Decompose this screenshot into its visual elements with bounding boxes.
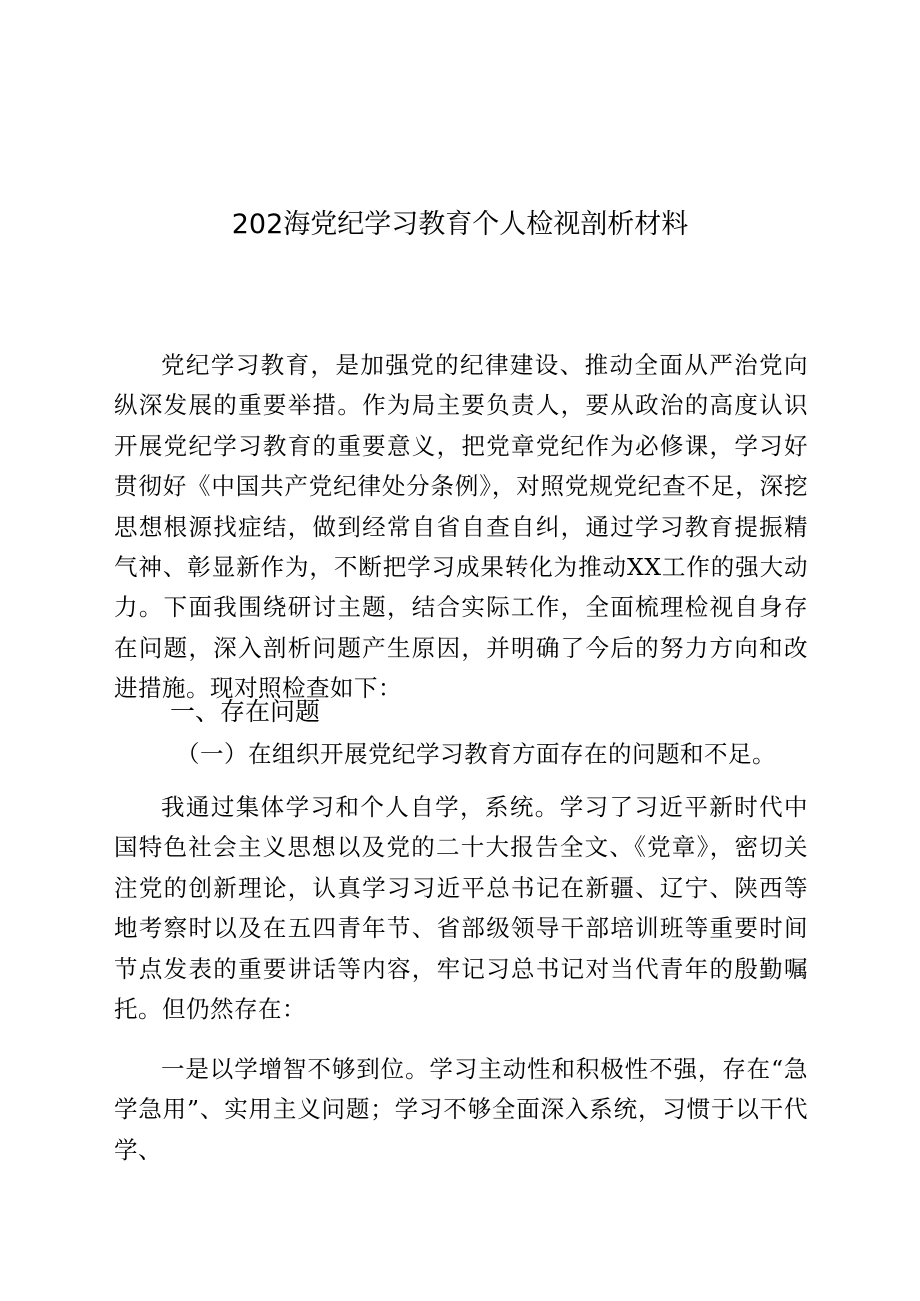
- subsection-heading: （一）在组织开展党纪学习教育方面存在的问题和不足。: [176, 740, 776, 768]
- document-title: 202海党纪学习教育个人检视剖析材料: [231, 209, 689, 240]
- body-paragraph-2: 我通过集体学习和个人自学，系统。学习了习近平新时代中国特色社会主义思想以及党的二十大报告全文、《党章》，密切关注党的创新理论，认真学习习近平总书记在新疆、辽宁、陕西等地考察时以及在五四青年节、省部级领导干部培训班等重要时间节点发表的重要讲话等内容，牢记习总书记对当代青年的殷勤嘱托。但仍然存在：: [114, 793, 808, 1024]
- section-heading: 一、存在问题: [170, 697, 321, 726]
- body-paragraph-3: 一是以学增智不够到位。学习主动性和积极性不强，存在“急学急用”、实用主义问题；学习不够全面深入系统，习惯于以干代学、: [114, 1055, 808, 1164]
- intro-paragraph: 党纪学习教育，是加强党的纪律建设、推动全面从严治党向纵深发展的重要举措。作为局主要负责人，要从政治的高度认识开展党纪学习教育的重要意义，把党章党纪作为必修课，学习好贯彻好《中国共产党纪律处分条例》，对照党规党纪查不足，深挖思想根源找症结，做到经常自省自查自纠，通过学习教育提振精气神、彰显新作为，不断把学习成果转化为推动XX工作的强大动力。下面我围绕研讨主题，结合实际工作，全面梳理检视自身存在问题，深入剖析问题产生原因，并明确了今后的努力方向和改进措施。现对照检查如下：: [114, 351, 808, 703]
